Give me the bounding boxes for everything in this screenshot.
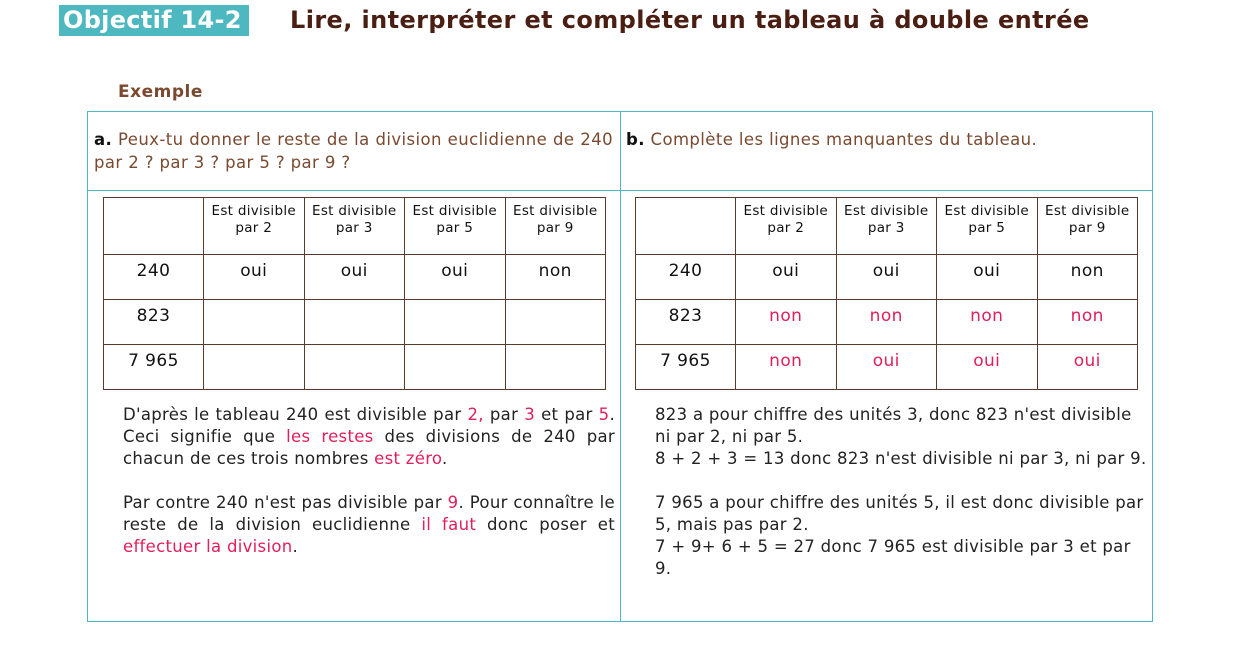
row-label: 240: [636, 255, 736, 300]
table-b-header-cell: Est divisible par 2: [736, 198, 837, 255]
table-a-header-cell: Est divisible par 5: [405, 198, 506, 255]
text: D'après le tableau 240 est divisible par: [123, 405, 468, 424]
question-b-text: Complète les lignes manquantes du tableau.: [650, 130, 1038, 149]
highlight-text: 3: [524, 405, 536, 424]
answer-cell: oui: [1037, 345, 1138, 390]
text: . Ceci signifie que: [123, 405, 616, 446]
table-a-header-corner: [104, 198, 204, 255]
explanation-a-paragraph-2: [123, 492, 615, 558]
table-cell: [505, 345, 606, 390]
text: donc poser et: [476, 515, 615, 534]
question-a-text: Peux-tu donner le reste de la division euclidienne de 240 par 2 ? par 3 ? par 5 ? par 9 ?: [94, 130, 613, 172]
table-cell: oui: [304, 255, 405, 300]
question-a: [94, 128, 613, 174]
table-cell: [304, 300, 405, 345]
example-label: Exemple: [118, 82, 203, 102]
highlight-text: est zéro: [374, 449, 443, 468]
answer-cell: non: [937, 300, 1038, 345]
table-a-header-row: [104, 198, 606, 255]
table-cell: [505, 300, 606, 345]
table-cell: oui: [836, 255, 937, 300]
table-row: [104, 300, 606, 345]
table-b-header-cell: Est divisible par 5: [937, 198, 1038, 255]
row-label: 823: [104, 300, 204, 345]
answer-cell: oui: [836, 345, 937, 390]
table-cell: [304, 345, 405, 390]
answer-cell: non: [1037, 300, 1138, 345]
table-a: [103, 197, 606, 390]
table-cell: [204, 345, 305, 390]
row-divider: [88, 190, 1152, 191]
explanation-b-paragraph-1: 823 a pour chiffre des unités 3, donc 823 n'est divisible ni par 2, ni par 5. 8 + 2 + 3 = 13 donc 823 n'est divisible ni par 3, ni par 9.: [655, 405, 1147, 468]
table-b-header-cell: Est divisible par 9: [1037, 198, 1138, 255]
table-row: [636, 255, 1138, 300]
highlight-text: il faut: [421, 515, 477, 534]
column-divider: [620, 112, 621, 621]
question-b: [626, 128, 1146, 151]
row-label: 823: [636, 300, 736, 345]
row-label: 7 965: [636, 345, 736, 390]
table-cell: oui: [204, 255, 305, 300]
text: et par: [535, 405, 599, 424]
answer-cell: non: [836, 300, 937, 345]
explanation-b: [655, 404, 1147, 580]
table-a-header-cell: Est divisible par 2: [204, 198, 305, 255]
highlight-text: les restes: [286, 427, 374, 446]
table-cell: non: [505, 255, 606, 300]
highlight-text: 9: [447, 493, 459, 512]
highlight-text: effectuer la division: [123, 537, 293, 556]
text: par: [483, 405, 525, 424]
question-a-letter: a.: [94, 130, 113, 149]
table-cell: [204, 300, 305, 345]
explanation-a-paragraph-1: [123, 404, 615, 470]
table-a-header-cell: Est divisible par 3: [304, 198, 405, 255]
page-title: Lire, interpréter et compléter un tableau à double entrée: [290, 6, 1090, 34]
text: . Pour connaître le reste de la division euclidienne: [123, 493, 616, 534]
question-b-letter: b.: [626, 130, 645, 149]
table-cell: oui: [405, 255, 506, 300]
highlight-text: 5: [598, 405, 610, 424]
table-row: [104, 255, 606, 300]
highlight-text: 2,: [467, 405, 484, 424]
row-label: 240: [104, 255, 204, 300]
table-b-header-corner: [636, 198, 736, 255]
table-cell: non: [1037, 255, 1138, 300]
table-row: [636, 345, 1138, 390]
example-frame: [87, 111, 1153, 622]
table-b: [635, 197, 1138, 390]
answer-cell: non: [736, 300, 837, 345]
table-a-header-cell: Est divisible par 9: [505, 198, 606, 255]
row-label: 7 965: [104, 345, 204, 390]
explanation-a: [123, 404, 615, 558]
text: Par contre 240 n'est pas divisible par: [123, 493, 448, 512]
table-cell: [405, 300, 506, 345]
objective-badge: Objectif 14-2: [59, 5, 249, 36]
table-b-header-row: [636, 198, 1138, 255]
table-row: [636, 300, 1138, 345]
answer-cell: non: [736, 345, 837, 390]
text: .: [442, 449, 448, 468]
explanation-b-paragraph-2: 7 965 a pour chiffre des unités 5, il est donc divisible par 5, mais pas par 2. 7 + 9+ 6 + 5 = 27 donc 7 965 est divisible par 3 et par 9.: [655, 493, 1144, 578]
table-cell: [405, 345, 506, 390]
table-b-header-cell: Est divisible par 3: [836, 198, 937, 255]
text: des divisions de 240 par chacun de ces trois nombres: [123, 427, 615, 468]
answer-cell: oui: [937, 345, 1038, 390]
table-cell: oui: [736, 255, 837, 300]
text: .: [292, 537, 299, 556]
table-cell: oui: [937, 255, 1038, 300]
table-row: [104, 345, 606, 390]
